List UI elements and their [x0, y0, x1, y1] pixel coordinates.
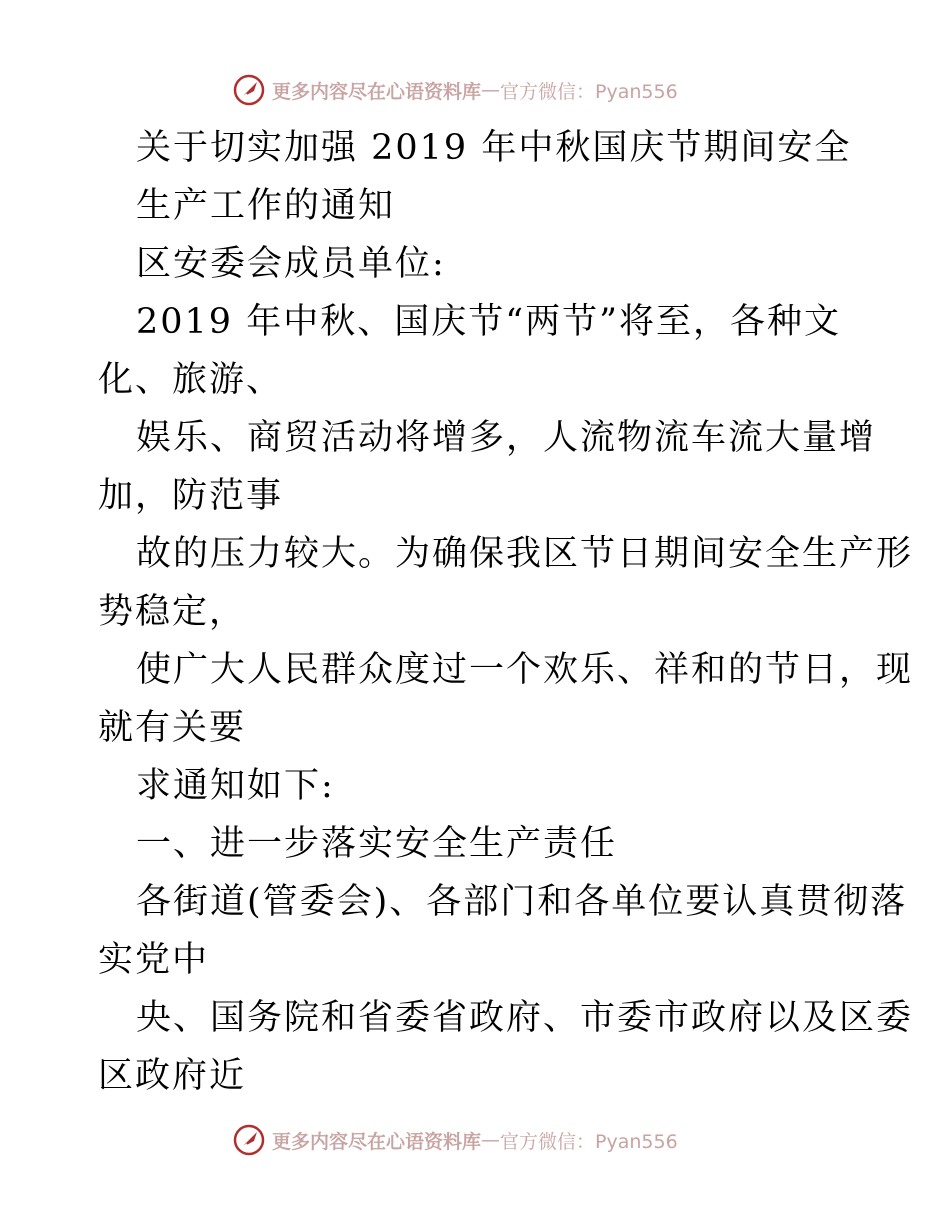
- title-line-2: 生产工作的通知: [136, 186, 396, 226]
- paragraph-line: 央、国务院和省委省政府、市委市政府以及区委: [136, 998, 914, 1038]
- banner-separator: —: [481, 1129, 501, 1151]
- paragraph-line: 加，防范事: [98, 476, 284, 516]
- quill-logo-icon: [232, 73, 266, 107]
- paragraph-line: 就有关要: [98, 708, 247, 748]
- title-line-1: 关于切实加强 2019 年中秋国庆节期间安全: [136, 128, 852, 168]
- paragraph-line: 使广大人民群众度过一个欢乐、祥和的节日，现: [136, 650, 914, 690]
- paragraph-line: 娱乐、商贸活动将增多，人流物流车流大量增: [136, 418, 877, 458]
- salutation-line: 区安委会成员单位:: [136, 244, 446, 284]
- paragraph-line: 区政府近: [98, 1056, 247, 1096]
- paragraph-line: 势稳定，: [98, 592, 247, 632]
- quill-logo-icon: [232, 1123, 266, 1157]
- banner-separator: —: [481, 79, 501, 101]
- paragraph-line: 故的压力较大。为确保我区节日期间安全生产形: [136, 534, 914, 574]
- paragraph-line: 2019 年中秋、国庆节“两节”将至，各种文: [136, 302, 841, 342]
- footer-banner: [232, 1122, 678, 1158]
- header-banner: [232, 72, 678, 108]
- brand-text: 更多内容尽在心语资料库: [272, 1130, 482, 1153]
- paragraph-line: 求通知如下:: [136, 766, 335, 806]
- paragraph-line: 化、旅游、: [98, 360, 284, 400]
- wechat-text: 官方微信：Pyan556: [500, 80, 678, 103]
- paragraph-line: 各街道(管委会)、各部门和各单位要认真贯彻落: [136, 882, 908, 922]
- brand-text: 更多内容尽在心语资料库: [272, 80, 482, 103]
- paragraph-line: 实党中: [98, 940, 210, 980]
- section-heading: 一、进一步落实安全生产责任: [136, 824, 618, 864]
- wechat-text: 官方微信：Pyan556: [500, 1130, 678, 1153]
